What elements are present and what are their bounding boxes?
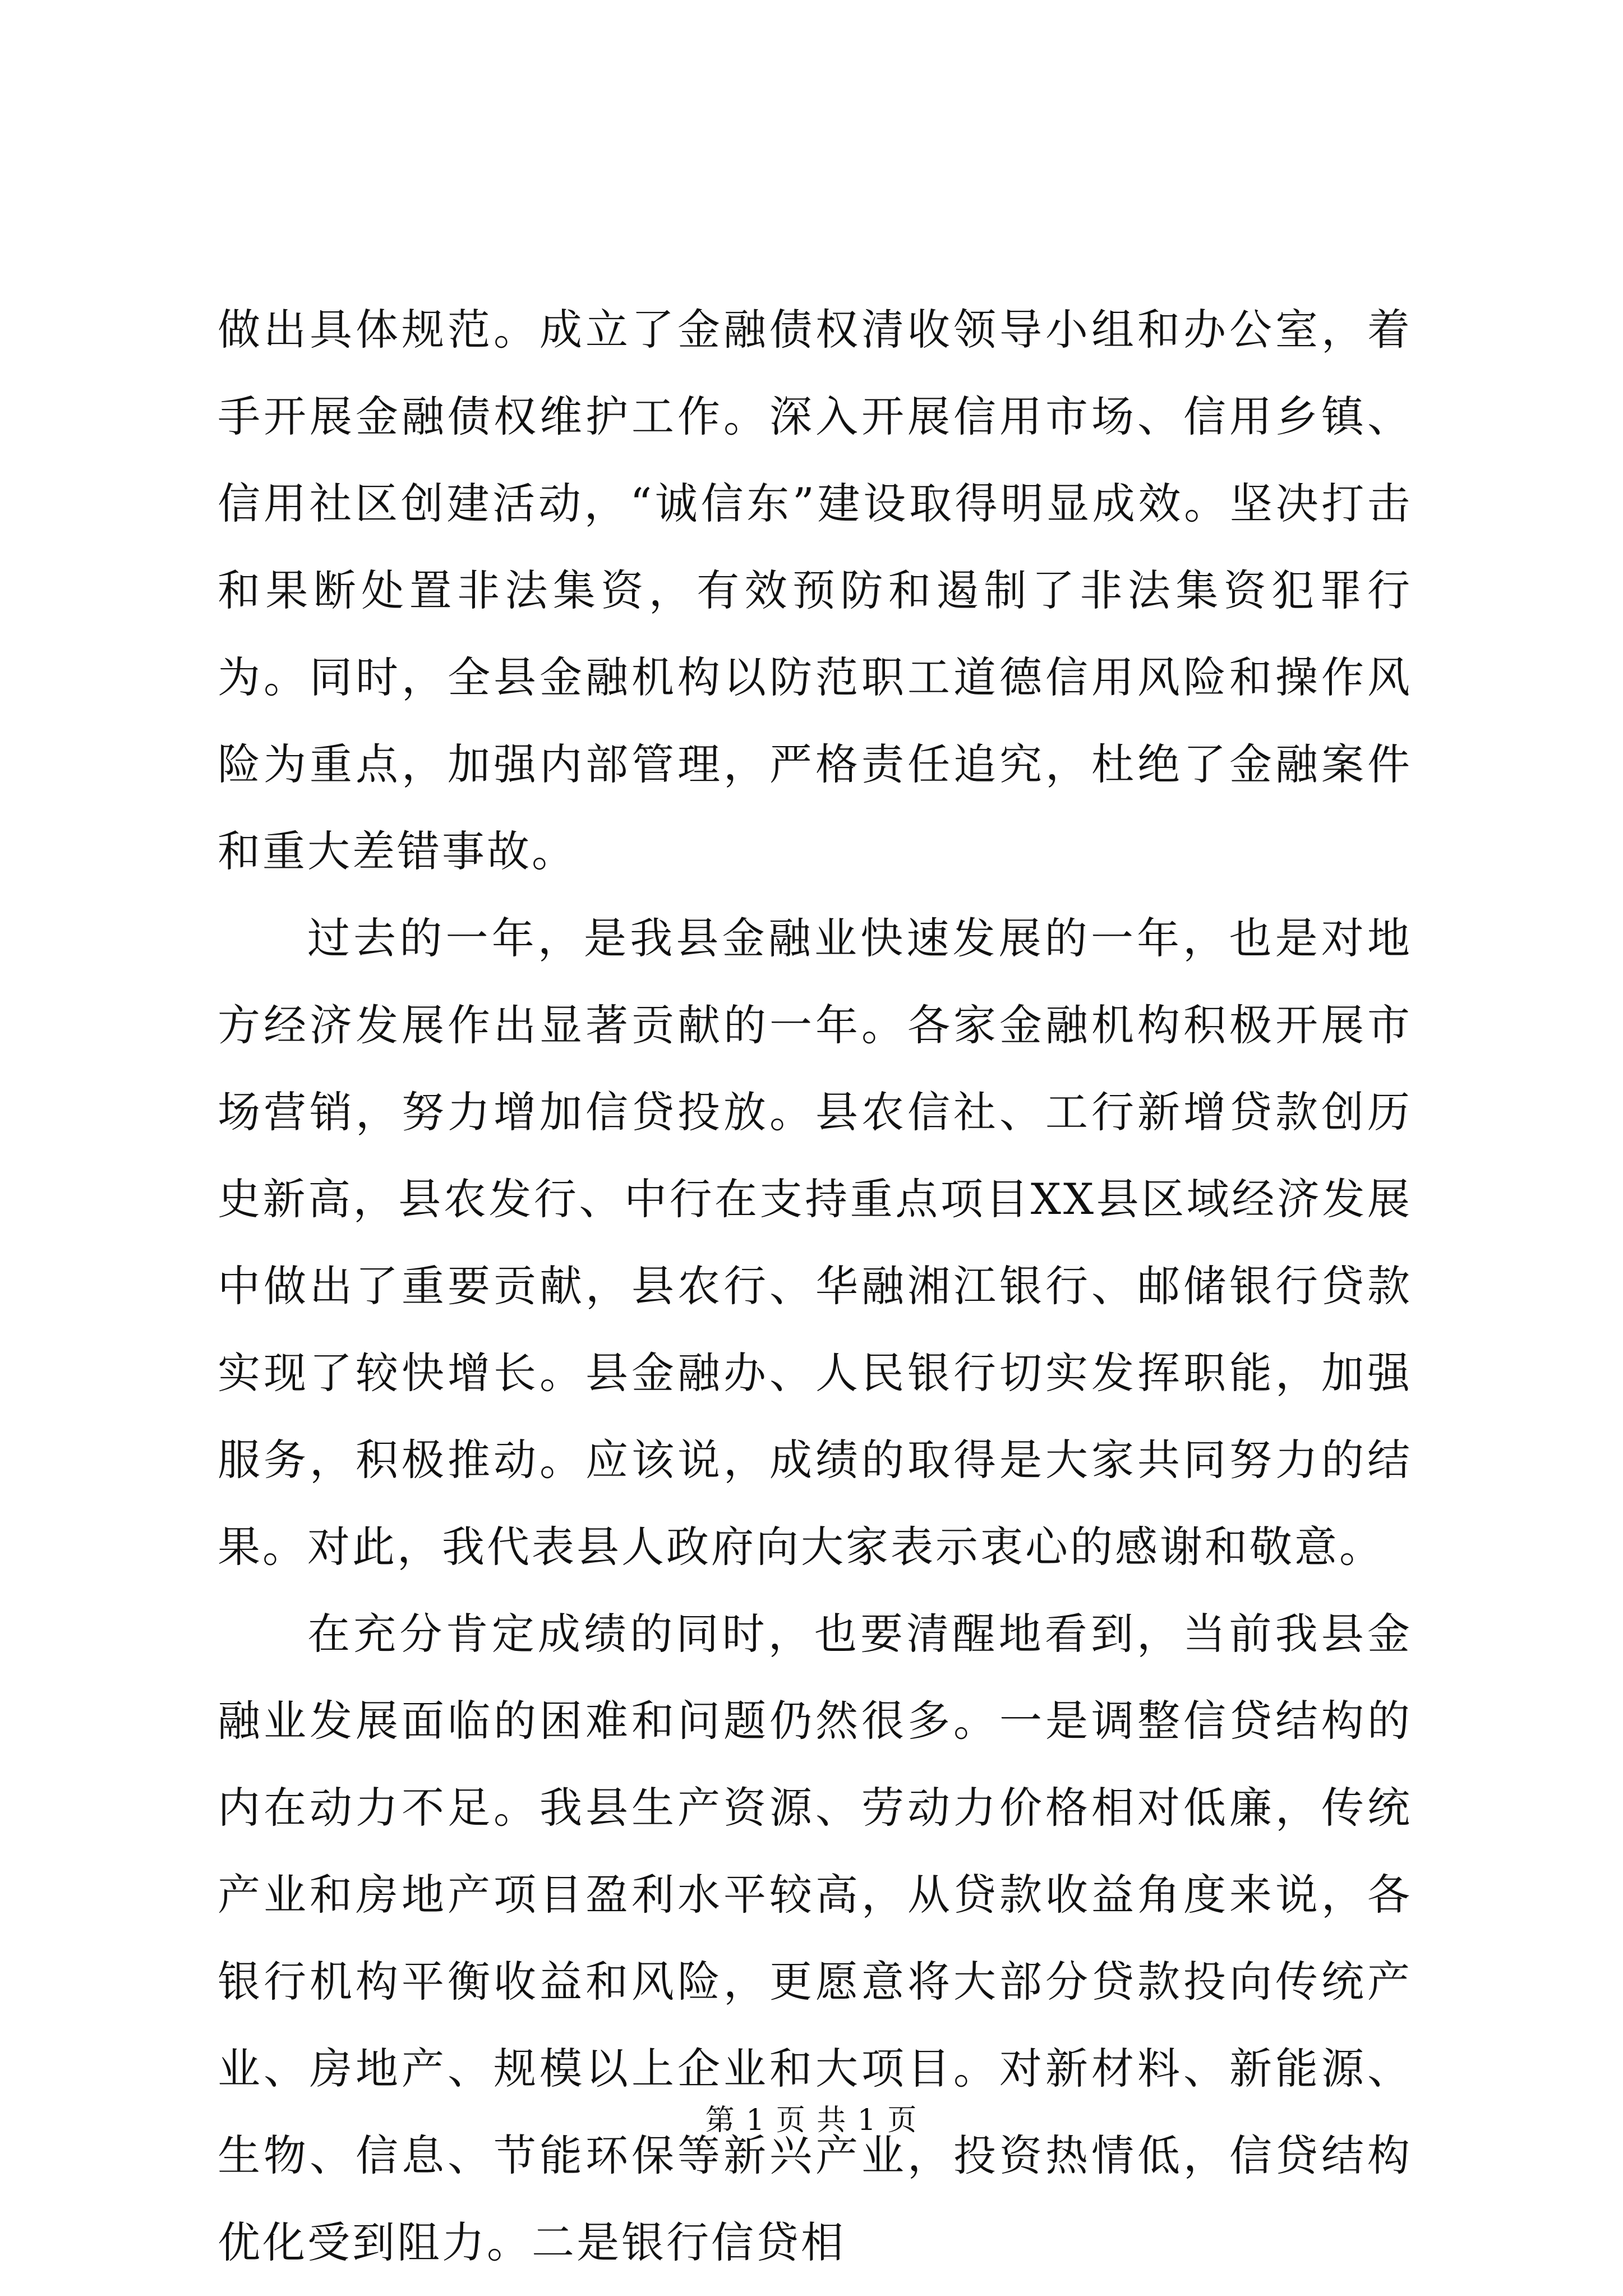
paragraph-1: 做出具体规范。成立了金融债权清收领导小组和办公室，着手开展金融债权维护工作。深入开展信用市场、信用乡镇、信用社区创建活动，“诚信东”建设取得明显成效。坚决打击和果断处置非法集资，有效预防和遏制了非法集资犯罪行为。同时，全县金融机构以防范职工道德信用风险和操作风险为重点，加强内部管理，严格责任追究，杜绝了金融案件和重大差错事故。 — [218, 305, 1412, 876]
document-body — [218, 286, 1412, 2286]
paragraph-3: 在充分肯定成绩的同时，也要清醒地看到，当前我县金融业发展面临的困难和问题仍然很多。一是调整信贷结构的内在动力不足。我县生产资源、劳动力价格相对低廉，传统产业和房地产项目盈利水平较高，从贷款收益角度来说，各银行机构平衡收益和风险，更愿意将大部分贷款投向传统产业、房地产、规模以上企业和大项目。对新材料、新能源、生物、信息、节能环保等新兴产业，投资热情低，信贷结构优化受到阻力。二是银行信贷相 — [218, 1609, 1412, 2267]
paragraph-2: 过去的一年，是我县金融业快速发展的一年，也是对地方经济发展作出显著贡献的一年。各家金融机构积极开展市场营销，努力增加信贷投放。县农信社、工行新增贷款创历史新高，县农发行、中行在支持重点项目XX县区域经济发展中做出了重要贡献，县农行、华融湘江银行、邮储银行贷款实现了较快增长。县金融办、人民银行切实发挥职能，加强服务，积极推动。应该说，成绩的取得是大家共同努力的结果。对此，我代表县人政府向大家表示衷心的感谢和敬意。 — [218, 913, 1412, 1572]
page-footer: 第 1 页 共 1 页 — [705, 2104, 918, 2137]
